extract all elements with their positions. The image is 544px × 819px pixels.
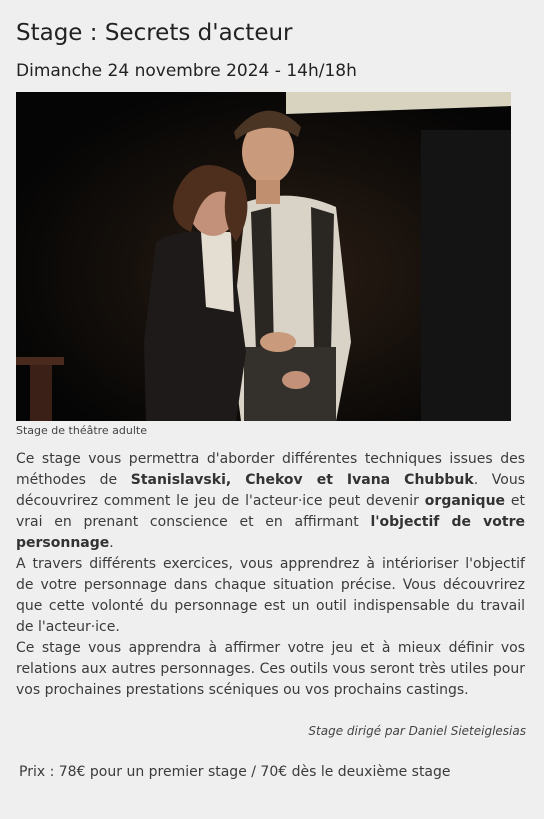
workshop-photo — [16, 92, 511, 421]
photo-caption: Stage de théâtre adulte — [16, 424, 148, 437]
objective-highlight: l'objectif de votre personnage — [16, 514, 526, 551]
page-title: Stage : Secrets d'acteur — [16, 20, 293, 46]
text-segment: Ce stage vous permettra d'aborder différentes techniques issues des méthodes de — [16, 451, 525, 488]
text-segment: . Vous découvrirez comment le jeu de l'acteur·ice peut devenir — [16, 472, 526, 509]
methods-highlight: Stanislavski, Chekov et Ivana Chubbuk — [130, 472, 474, 488]
description-paragraph-3: Ce stage vous apprendra à affirmer votre jeu et à mieux définir vos relations aux autres personnages. Ces outils vous seront très utiles pour vos prochaines prestations scéniques ou vos prochains castings. — [16, 640, 525, 698]
director-credit: Stage dirigé par Daniel Sieteiglesias — [308, 724, 526, 738]
description-paragraph-2: A travers différents exercices, vous apprendrez à intérioriser l'objectif de votre personnage dans chaque situation précise. Vous découvrirez que cette volonté du personnage est un outil indispensable du travail de l'acteur·ice. — [16, 556, 525, 635]
theatre-scene-illustration — [16, 92, 511, 421]
description-paragraph-1 — [16, 449, 525, 554]
organique-highlight: organique — [424, 493, 506, 509]
event-date: Dimanche 24 novembre 2024 - 14h/18h — [16, 61, 357, 81]
text-segment: . — [109, 535, 114, 551]
price-info: Prix : 78€ pour un premier stage / 70€ dès le deuxième stage — [19, 764, 451, 780]
text-segment: et vrai en prenant conscience et en affirmant — [16, 493, 525, 530]
